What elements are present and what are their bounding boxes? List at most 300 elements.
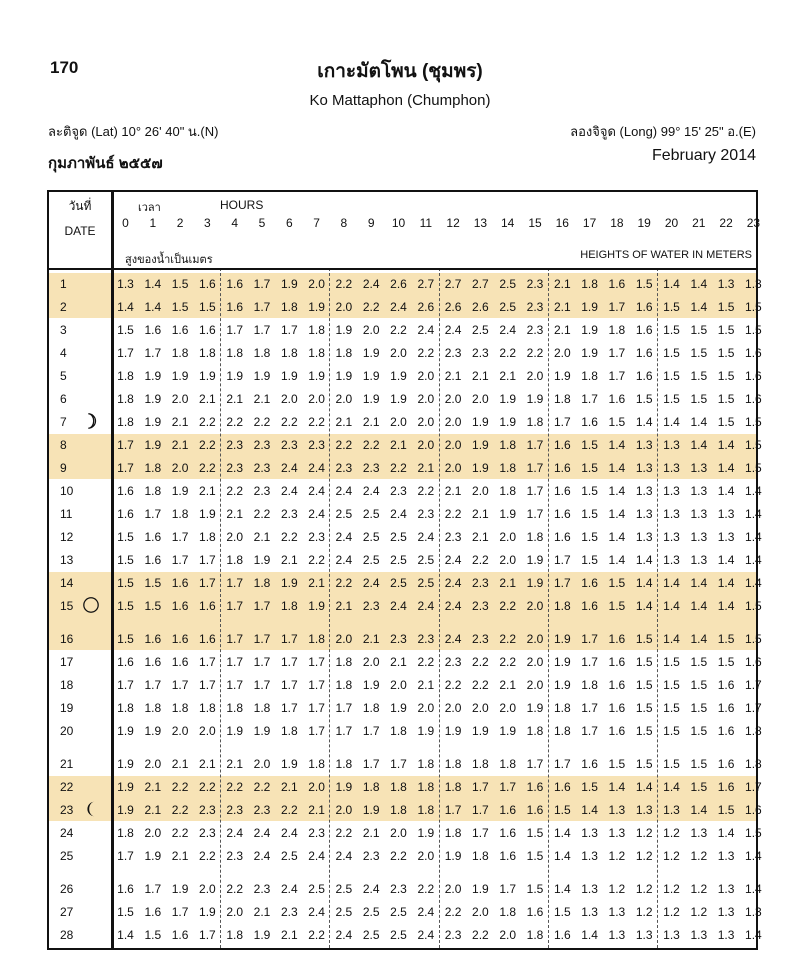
- height-cell: 1.9: [581, 300, 598, 314]
- height-cell: 1.7: [444, 803, 462, 817]
- height-cell: 1.9: [581, 323, 598, 337]
- height-cell: 2.3: [280, 905, 298, 919]
- height-cell: 1.9: [444, 849, 462, 863]
- height-cell: 1.2: [608, 882, 626, 896]
- hour-label: 1: [149, 216, 157, 230]
- height-cell: 2.2: [472, 655, 489, 669]
- height-cell: 1.6: [199, 277, 216, 291]
- height-cell: 1.7: [526, 507, 544, 521]
- height-cell: 1.7: [171, 553, 189, 567]
- height-cell: 1.9: [253, 928, 271, 942]
- height-cell: 1.7: [199, 678, 216, 692]
- height-cell: 1.2: [663, 826, 680, 840]
- height-cell: 2.6: [390, 277, 407, 291]
- height-cell: 1.8: [444, 826, 462, 840]
- height-cell: 1.7: [144, 882, 162, 896]
- height-cell: 1.4: [663, 632, 680, 646]
- height-cell: 1.3: [717, 530, 735, 544]
- height-cell: 1.8: [553, 599, 571, 613]
- height-cell: 1.7: [526, 438, 544, 452]
- day-label: 24: [60, 826, 74, 840]
- height-cell: 1.9: [499, 392, 517, 406]
- height-cell: 2.2: [171, 826, 189, 840]
- height-cell: 1.8: [171, 507, 189, 521]
- height-cell: 2.3: [526, 300, 544, 314]
- height-cell: 2.2: [417, 484, 435, 498]
- height-cell: 2.5: [417, 576, 435, 590]
- height-cell: 2.1: [199, 484, 216, 498]
- height-cell: 2.6: [417, 300, 435, 314]
- height-cell: 2.0: [444, 415, 462, 429]
- height-cell: 1.4: [745, 576, 762, 590]
- height-cell: 2.3: [362, 849, 380, 863]
- height-cell: 1.7: [608, 369, 626, 383]
- height-cell: 1.6: [199, 599, 216, 613]
- hour-label: 2: [176, 216, 184, 230]
- height-cell: 1.4: [581, 928, 598, 942]
- height-cell: 1.5: [635, 724, 653, 738]
- height-cell: 1.9: [171, 484, 189, 498]
- height-cell: 1.7: [253, 655, 271, 669]
- first-quarter-moon-icon: [82, 412, 100, 430]
- height-cell: 1.5: [690, 678, 708, 692]
- height-cell: 1.8: [390, 803, 407, 817]
- height-cell: 1.4: [690, 803, 708, 817]
- height-cell: 2.0: [417, 415, 435, 429]
- height-cell: 1.6: [635, 300, 653, 314]
- height-cell: 1.8: [308, 632, 325, 646]
- height-cell: 1.5: [581, 553, 598, 567]
- header-separator: [49, 268, 756, 270]
- height-cell: 1.3: [581, 882, 598, 896]
- height-cell: 2.2: [199, 438, 216, 452]
- height-cell: 1.4: [608, 461, 626, 475]
- height-cell: 1.4: [717, 826, 735, 840]
- height-cell: 1.7: [553, 576, 571, 590]
- height-cell: 1.9: [253, 553, 271, 567]
- height-cell: 1.8: [117, 826, 134, 840]
- height-cell: 1.7: [308, 701, 325, 715]
- height-cell: 1.6: [171, 576, 189, 590]
- height-cell: 1.6: [226, 300, 244, 314]
- height-cell: 2.1: [390, 438, 407, 452]
- height-cell: 2.1: [226, 507, 244, 521]
- height-cell: 1.3: [745, 277, 762, 291]
- height-cell: 2.1: [499, 369, 517, 383]
- hour-label: 4: [231, 216, 239, 230]
- height-cell: 2.1: [362, 826, 380, 840]
- height-cell: 2.4: [417, 323, 435, 337]
- height-cell: 1.4: [717, 576, 735, 590]
- height-cell: 1.7: [199, 553, 216, 567]
- height-cell: 1.4: [717, 599, 735, 613]
- height-cell: 2.2: [472, 553, 489, 567]
- height-cell: 2.2: [171, 803, 189, 817]
- height-cell: 1.4: [745, 553, 762, 567]
- height-cell: 1.3: [635, 438, 653, 452]
- height-cell: 2.3: [444, 655, 462, 669]
- height-cell: 1.9: [499, 724, 517, 738]
- height-cell: 1.6: [144, 655, 162, 669]
- height-cell: 1.6: [553, 780, 571, 794]
- height-cell: 2.3: [199, 803, 216, 817]
- height-cell: 1.7: [745, 678, 762, 692]
- hour-label: 21: [692, 216, 706, 230]
- height-cell: 2.0: [417, 392, 435, 406]
- height-cell: 1.7: [472, 780, 489, 794]
- height-cell: 1.5: [199, 300, 216, 314]
- height-cell: 2.0: [390, 415, 407, 429]
- height-cell: 2.0: [171, 461, 189, 475]
- day-label: 28: [60, 928, 74, 942]
- height-cell: 2.3: [253, 461, 271, 475]
- height-cell: 2.2: [362, 438, 380, 452]
- height-cell: 1.7: [199, 576, 216, 590]
- height-cell: 2.0: [444, 461, 462, 475]
- height-cell: 1.6: [553, 461, 571, 475]
- height-cell: 1.5: [717, 632, 735, 646]
- height-cell: 2.4: [335, 530, 353, 544]
- height-cell: 1.5: [717, 346, 735, 360]
- height-cell: 2.0: [308, 392, 325, 406]
- height-cell: 1.8: [526, 530, 544, 544]
- hour-label: 23: [746, 216, 761, 230]
- height-cell: 1.9: [472, 438, 489, 452]
- height-cell: 2.3: [417, 507, 435, 521]
- height-cell: 1.9: [526, 553, 544, 567]
- height-cell: 1.5: [745, 461, 762, 475]
- height-cell: 2.4: [253, 826, 271, 840]
- height-cell: 1.9: [280, 369, 298, 383]
- height-cell: 1.4: [144, 300, 162, 314]
- height-cell: 1.4: [608, 553, 626, 567]
- height-cell: 1.5: [635, 757, 653, 771]
- height-cell: 1.9: [553, 678, 571, 692]
- hour-label: 9: [367, 216, 375, 230]
- height-cell: 1.3: [717, 507, 735, 521]
- height-cell: 1.7: [280, 701, 298, 715]
- height-cell: 1.4: [663, 277, 680, 291]
- hour-label: 0: [122, 216, 129, 230]
- height-cell: 2.0: [472, 701, 489, 715]
- height-cell: 1.9: [171, 882, 189, 896]
- height-cell: 1.3: [663, 803, 680, 817]
- height-cell: 1.3: [663, 507, 680, 521]
- day-label: 19: [60, 701, 74, 715]
- height-cell: 1.9: [308, 599, 325, 613]
- height-cell: 2.0: [226, 905, 244, 919]
- day-label: 11: [60, 507, 73, 521]
- height-cell: 2.0: [335, 632, 353, 646]
- height-cell: 1.9: [390, 369, 407, 383]
- height-cell: 1.7: [581, 632, 598, 646]
- height-cell: 2.4: [362, 484, 380, 498]
- height-cell: 2.4: [308, 507, 325, 521]
- latitude-label: ละติจูด (Lat) 10° 26' 40" น.(N): [48, 124, 219, 139]
- height-cell: 2.4: [390, 599, 407, 613]
- height-cell: 2.0: [308, 277, 325, 291]
- height-cell: 1.7: [280, 323, 298, 337]
- height-cell: 1.3: [690, 461, 708, 475]
- height-cell: 1.4: [717, 553, 735, 567]
- height-cell: 1.3: [745, 905, 762, 919]
- height-cell: 2.1: [417, 461, 435, 475]
- hour-label: 8: [340, 216, 348, 230]
- height-cell: 2.0: [526, 369, 544, 383]
- height-cell: 1.5: [581, 461, 598, 475]
- height-cell: 1.7: [581, 701, 598, 715]
- height-cell: 2.2: [171, 780, 189, 794]
- height-cell: 2.2: [226, 882, 244, 896]
- height-cell: 1.2: [663, 882, 680, 896]
- height-cell: 1.5: [690, 346, 708, 360]
- height-cell: 2.1: [199, 392, 216, 406]
- height-cell: 1.5: [581, 530, 598, 544]
- height-cell: 1.3: [690, 826, 708, 840]
- height-cell: 1.5: [745, 826, 762, 840]
- hour-label: 19: [637, 216, 651, 230]
- hour-label: 20: [664, 216, 679, 230]
- height-cell: 2.0: [499, 553, 517, 567]
- height-cell: 1.6: [171, 599, 189, 613]
- height-cell: 2.0: [499, 530, 517, 544]
- height-cell: 1.7: [226, 576, 244, 590]
- height-cell: 1.5: [663, 323, 680, 337]
- height-cell: 1.5: [117, 599, 134, 613]
- height-cell: 2.3: [362, 599, 380, 613]
- height-cell: 2.3: [253, 438, 271, 452]
- height-cell: 2.1: [253, 530, 271, 544]
- height-cell: 1.7: [117, 849, 134, 863]
- height-cell: 2.3: [226, 803, 244, 817]
- height-cell: 1.9: [472, 415, 489, 429]
- height-cell: 2.0: [472, 392, 489, 406]
- height-cell: 2.1: [335, 599, 353, 613]
- height-cell: 2.3: [226, 438, 244, 452]
- date-label-thai: วันที่: [68, 199, 92, 213]
- height-cell: 2.0: [444, 392, 462, 406]
- height-cell: 2.1: [553, 323, 571, 337]
- height-cell: 1.8: [499, 905, 517, 919]
- height-cell: 2.0: [417, 701, 435, 715]
- height-cell: 1.8: [499, 438, 517, 452]
- height-cell: 1.7: [581, 724, 598, 738]
- height-cell: 1.9: [199, 507, 216, 521]
- height-cell: 2.5: [390, 553, 407, 567]
- height-cell: 1.3: [690, 530, 708, 544]
- height-cell: 1.9: [144, 724, 162, 738]
- height-cell: 2.4: [444, 576, 462, 590]
- day-label: 20: [60, 724, 74, 738]
- height-cell: 1.5: [144, 928, 162, 942]
- height-cell: 1.3: [635, 507, 653, 521]
- height-cell: 1.9: [308, 300, 325, 314]
- height-cell: 1.8: [144, 461, 162, 475]
- day-label: 10: [60, 484, 74, 498]
- height-cell: 2.4: [444, 553, 462, 567]
- height-cell: 1.9: [199, 905, 216, 919]
- height-cell: 1.6: [499, 826, 517, 840]
- height-cell: 1.3: [717, 277, 735, 291]
- height-cell: 1.7: [144, 678, 162, 692]
- height-cell: 1.8: [581, 277, 598, 291]
- height-cell: 1.9: [526, 576, 544, 590]
- height-cell: 2.4: [308, 849, 325, 863]
- height-cell: 2.2: [417, 346, 435, 360]
- height-cell: 1.8: [280, 724, 298, 738]
- height-cell: 1.5: [608, 415, 626, 429]
- height-cell: 1.9: [308, 369, 325, 383]
- height-cell: 1.6: [717, 701, 735, 715]
- height-cell: 1.5: [663, 346, 680, 360]
- height-cell: 1.7: [117, 346, 134, 360]
- height-cell: 1.8: [335, 346, 353, 360]
- day-label: 25: [60, 849, 74, 863]
- height-cell: 2.3: [253, 803, 271, 817]
- height-cell: 1.6: [745, 655, 762, 669]
- height-cell: 1.9: [280, 757, 298, 771]
- height-cell: 1.2: [635, 905, 653, 919]
- height-cell: 1.3: [690, 507, 708, 521]
- height-cell: 1.5: [717, 300, 735, 314]
- height-cell: 1.9: [362, 346, 380, 360]
- height-cell: 2.0: [444, 438, 462, 452]
- height-cell: 2.5: [499, 277, 517, 291]
- height-cell: 1.3: [635, 461, 653, 475]
- height-cell: 2.2: [280, 803, 298, 817]
- height-cell: 2.4: [253, 849, 271, 863]
- height-cell: 2.3: [444, 346, 462, 360]
- height-cell: 1.7: [253, 323, 271, 337]
- height-cell: 1.7: [362, 757, 380, 771]
- height-cell: 2.1: [171, 849, 189, 863]
- height-cell: 1.9: [499, 507, 517, 521]
- height-cell: 2.6: [472, 300, 489, 314]
- height-cell: 1.8: [472, 849, 489, 863]
- height-cell: 2.3: [390, 882, 407, 896]
- height-cell: 1.6: [635, 323, 653, 337]
- height-cell: 2.2: [253, 507, 271, 521]
- height-cell: 1.7: [472, 826, 489, 840]
- height-cell: 2.2: [335, 438, 353, 452]
- height-cell: 2.4: [362, 277, 380, 291]
- height-cell: 2.3: [472, 599, 489, 613]
- height-cell: 2.4: [444, 599, 462, 613]
- height-cell: 1.5: [690, 369, 708, 383]
- height-cell: 2.0: [417, 438, 435, 452]
- height-cell: 1.3: [581, 849, 598, 863]
- height-cell: 1.8: [417, 803, 435, 817]
- height-cell: 1.6: [635, 346, 653, 360]
- height-cell: 1.7: [745, 701, 762, 715]
- day-label: 6: [60, 392, 67, 406]
- height-cell: 2.3: [308, 530, 325, 544]
- height-cell: 1.8: [581, 678, 598, 692]
- height-cell: 2.0: [526, 678, 544, 692]
- height-cell: 1.7: [499, 882, 517, 896]
- height-cell: 1.9: [362, 392, 380, 406]
- height-cell: 1.6: [144, 553, 162, 567]
- height-cell: 1.9: [526, 701, 544, 715]
- height-cell: 1.4: [117, 928, 134, 942]
- day-label: 4: [60, 346, 67, 360]
- height-cell: 2.3: [199, 826, 216, 840]
- height-cell: 1.7: [171, 678, 189, 692]
- height-cell: 1.3: [608, 928, 626, 942]
- height-cell: 1.8: [335, 655, 353, 669]
- height-cell: 1.8: [226, 928, 244, 942]
- height-cell: 2.2: [226, 780, 244, 794]
- height-cell: 1.8: [199, 701, 216, 715]
- height-cell: 1.3: [717, 928, 735, 942]
- day-label: 23: [60, 803, 74, 817]
- height-cell: 1.7: [581, 655, 598, 669]
- height-cell: 1.8: [199, 346, 216, 360]
- day-label: 15: [60, 599, 74, 613]
- height-cell: 1.4: [608, 438, 626, 452]
- height-cell: 2.0: [362, 323, 380, 337]
- height-cell: 2.3: [280, 438, 298, 452]
- height-cell: 1.5: [526, 826, 544, 840]
- height-cell: 1.2: [663, 905, 680, 919]
- height-cell: 2.4: [390, 507, 407, 521]
- height-cell: 1.9: [144, 369, 162, 383]
- height-cell: 2.3: [335, 461, 353, 475]
- height-cell: 1.4: [608, 530, 626, 544]
- height-cell: 1.8: [144, 484, 162, 498]
- height-cell: 2.2: [308, 928, 325, 942]
- height-cell: 2.5: [499, 300, 517, 314]
- height-cell: 1.5: [690, 392, 708, 406]
- height-cell: 1.4: [663, 780, 680, 794]
- day-label: 27: [60, 905, 74, 919]
- height-cell: 1.3: [608, 905, 626, 919]
- height-cell: 2.1: [362, 415, 380, 429]
- height-cell: 1.3: [690, 928, 708, 942]
- height-cell: 1.7: [144, 507, 162, 521]
- height-cell: 2.4: [362, 576, 380, 590]
- height-cell: 1.6: [745, 369, 762, 383]
- height-cell: 1.5: [581, 780, 598, 794]
- height-cell: 1.8: [526, 928, 544, 942]
- hour-label: 3: [204, 216, 211, 230]
- height-cell: 1.4: [635, 599, 653, 613]
- height-cell: 1.7: [117, 461, 134, 475]
- height-cell: 2.0: [171, 724, 189, 738]
- height-cell: 2.2: [526, 346, 544, 360]
- height-cell: 2.3: [253, 484, 271, 498]
- height-cell: 2.0: [499, 928, 517, 942]
- height-cell: 2.3: [226, 461, 244, 475]
- height-cell: 1.8: [390, 780, 407, 794]
- height-cell: 1.5: [171, 277, 189, 291]
- height-cell: 1.8: [226, 553, 244, 567]
- height-cell: 1.5: [745, 599, 762, 613]
- hour-label: 5: [258, 216, 266, 230]
- height-cell: 1.6: [745, 346, 762, 360]
- height-cell: 1.5: [745, 323, 762, 337]
- height-cell: 1.9: [362, 803, 380, 817]
- height-cell: 1.3: [635, 928, 653, 942]
- height-cell: 1.9: [553, 655, 571, 669]
- height-cell: 1.8: [117, 701, 134, 715]
- height-cell: 1.7: [253, 277, 271, 291]
- height-cell: 1.3: [635, 803, 653, 817]
- height-cell: 1.5: [717, 415, 735, 429]
- height-cell: 1.7: [226, 632, 244, 646]
- height-cell: 1.5: [581, 484, 598, 498]
- height-cell: 2.1: [144, 780, 162, 794]
